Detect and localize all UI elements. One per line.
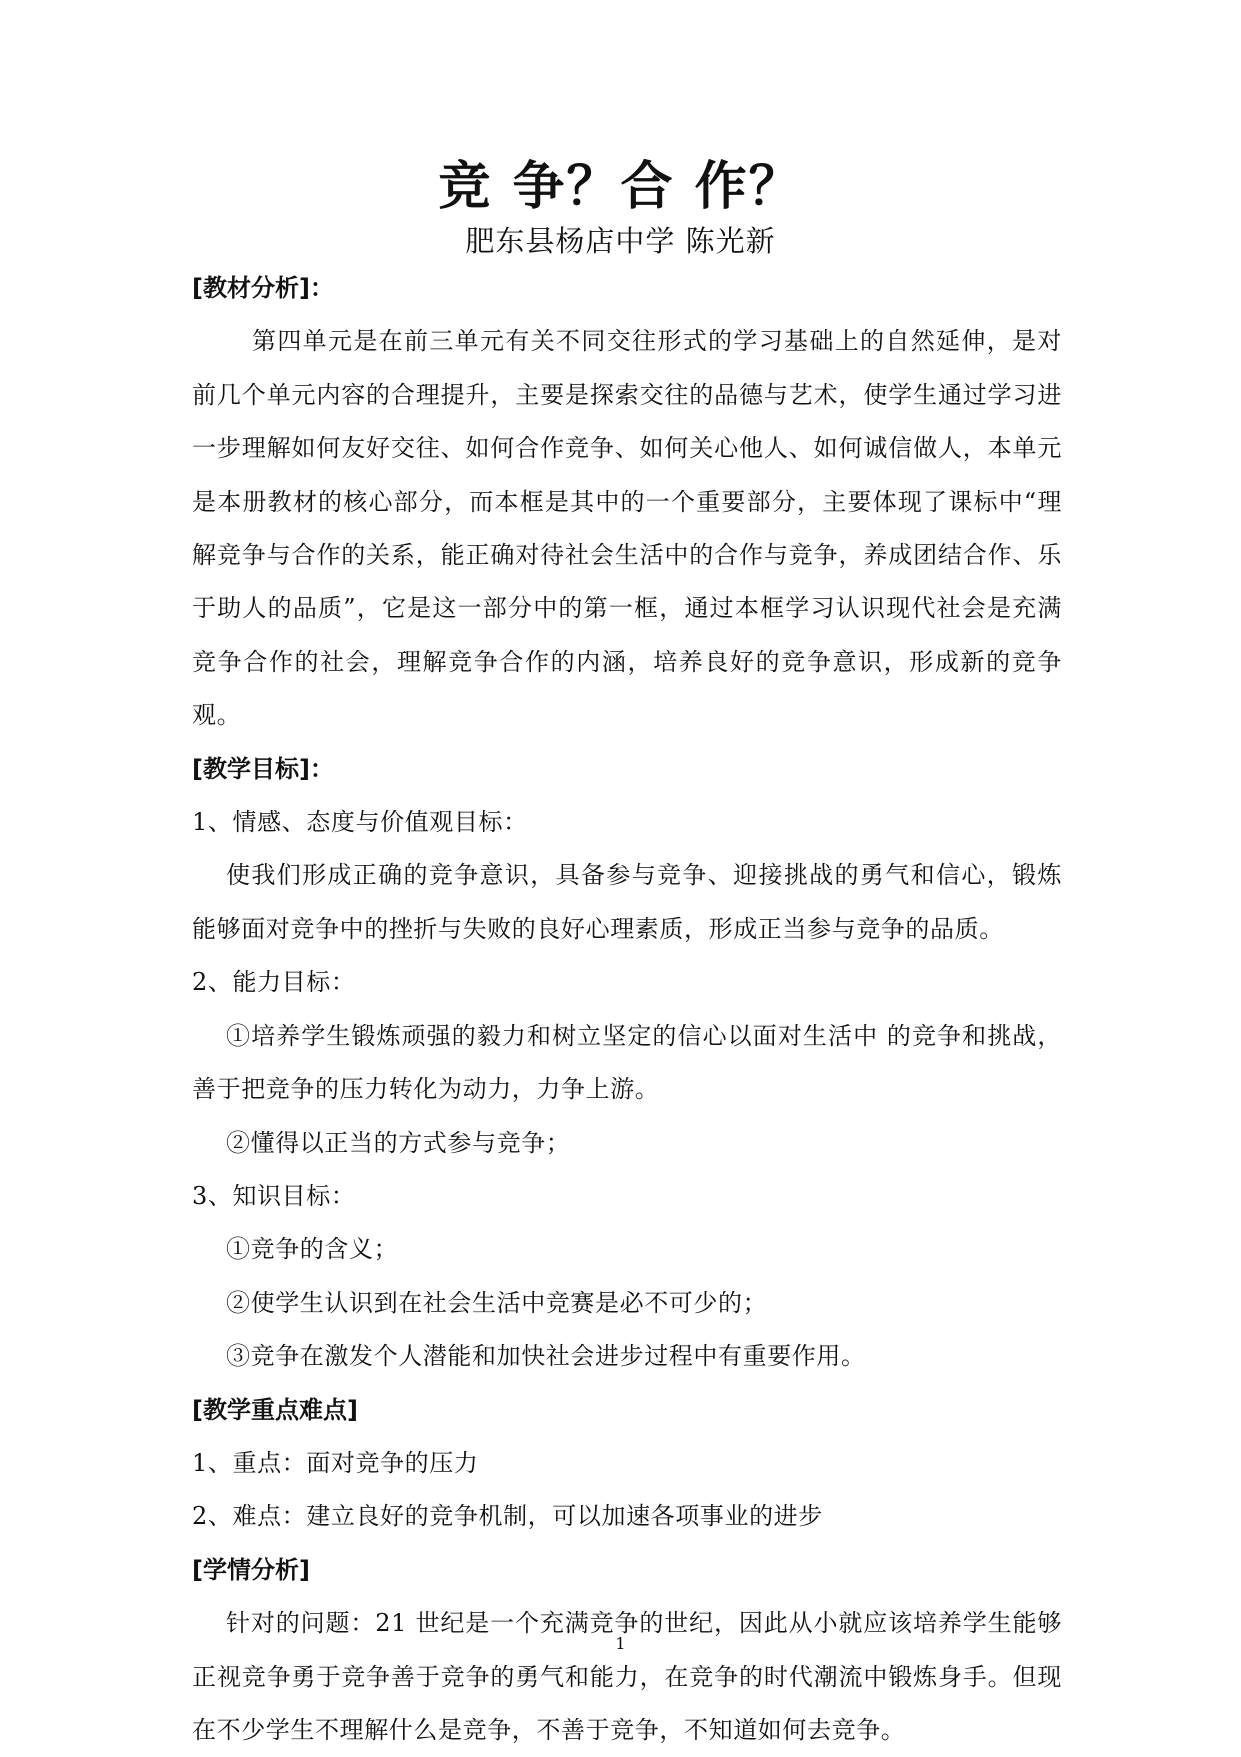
- author-line: 肥东县杨店中学 陈光新: [465, 224, 776, 258]
- document-body: [192, 262, 1062, 1757]
- goal-3-item-1: ①竞争的含义；: [226, 1235, 399, 1264]
- key-point-1: 1、重点：面对竞争的压力: [192, 1448, 479, 1477]
- section-heading-teaching-goals: [教学目标]：: [192, 754, 334, 783]
- goal-2-item-1: ①培养学生锻炼顽强的毅力和树立坚定的信心以面对生活中 的竞争和挑战，善于把竞争的压力转化为动力，力争上游。: [192, 1021, 1062, 1104]
- key-point-2: 2、难点：建立良好的竞争机制，可以加速各项事业的进步: [192, 1502, 823, 1531]
- page-title: 竞 争？合 作？: [438, 157, 803, 217]
- learning-analysis-paragraph: 针对的问题：21 世纪是一个充满竞争的世纪，因此从小就应该培养学生能够正视竞争勇于竞争善于竞争的勇气和能力，在竞争的时代潮流中锻炼身手。但现在不少学生不理解什么是竞争，不善于竞争，不知道如何去竞争。: [192, 1609, 1062, 1744]
- section-heading-learning-analysis: [学情分析]: [192, 1555, 310, 1584]
- goal-3-item-3: ③竞争在激发个人潜能和加快社会进步过程中有重要作用。: [226, 1342, 866, 1371]
- goal-1-title: 1、情感、态度与价值观目标：: [192, 808, 528, 837]
- goal-3-item-2: ②使学生认识到在社会生活中竞赛是必不可少的；: [226, 1288, 768, 1317]
- goal-1-text: 使我们形成正确的竞争意识，具备参与竞争、迎接挑战的勇气和信心，锻炼能够面对竞争中的挫折与失败的良好心理素质，形成正当参与竞争的品质。: [192, 861, 1062, 943]
- textbook-analysis-paragraph: 第四单元是在前三单元有关不同交往形式的学习基础上的自然延伸，是对前几个单元内容的合理提升，主要是探索交往的品德与艺术，使学生通过学习进一步理解如何友好交往、如何合作竞争、如何关心他人、如何诚信做人，本单元是本册教材的核心部分，而本框是其中的一个重要部分，主要体现了课标中“理解竞争与合作的关系，能正确对待社会生活中的合作与竞争，养成团结合作、乐于助人的品质”，它是这一部分中的第一框，通过本框学习认识现代社会是充满竞争合作的社会，理解竞争合作的内涵，培养良好的竞争意识，形成新的竞争观。: [192, 327, 1062, 730]
- section-heading-textbook-analysis: [教材分析]：: [192, 274, 334, 302]
- goal-2-title: 2、能力目标：: [192, 968, 356, 997]
- goal-3-title: 3、知识目标：: [192, 1181, 356, 1210]
- section-heading-key-points: [教学重点难点]: [192, 1395, 358, 1424]
- page-number: 1: [615, 1634, 626, 1653]
- goal-2-item-2: ②懂得以正当的方式参与竞争；: [226, 1128, 571, 1157]
